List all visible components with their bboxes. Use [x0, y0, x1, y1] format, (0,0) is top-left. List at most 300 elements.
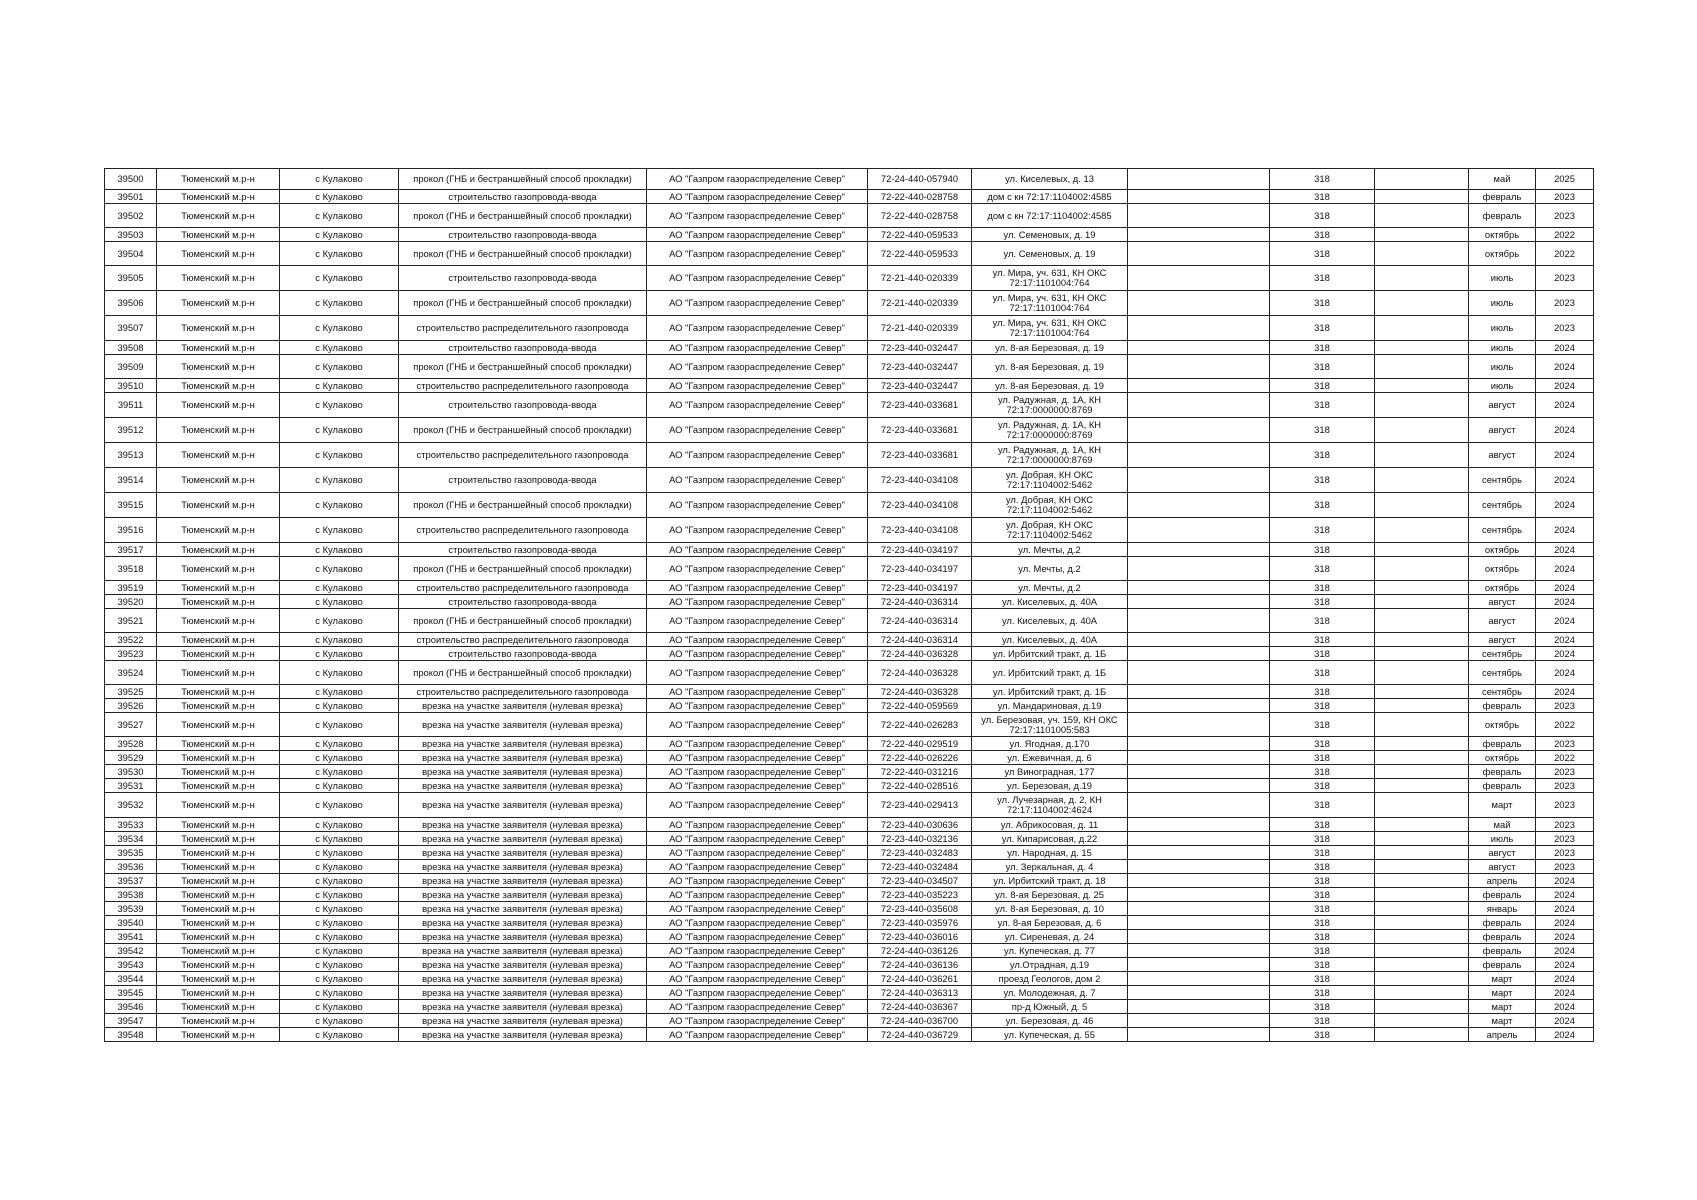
settlement-cell: с Кулаково	[280, 699, 399, 713]
table-row	[105, 685, 1594, 699]
organization-cell: АО "Газпром газораспределение Север"	[647, 190, 868, 204]
organization-cell: АО "Газпром газораспределение Север"	[647, 355, 868, 379]
year-cell: 2024	[1536, 595, 1594, 609]
address-cell: дом с кн 72:17:1104002:4585	[972, 204, 1128, 228]
year-cell: 2023	[1536, 765, 1594, 779]
organization-cell: АО "Газпром газораспределение Север"	[647, 793, 868, 818]
empty-cell	[1375, 228, 1469, 242]
address-cell: ул. Ягодная, д.170	[972, 737, 1128, 751]
application-code-cell: 72-24-440-036313	[868, 986, 972, 1000]
work-type-cell: врезка на участке заявителя (нулевая врезка)	[399, 1014, 647, 1028]
table-row	[105, 393, 1594, 418]
month-cell: февраль	[1469, 916, 1536, 930]
number-cell: 318	[1270, 765, 1375, 779]
region-cell: Тюменский м.р-н	[157, 930, 280, 944]
empty-cell	[1128, 818, 1270, 832]
table-row	[105, 468, 1594, 493]
application-code-cell: 72-22-440-031216	[868, 765, 972, 779]
table-row	[105, 765, 1594, 779]
region-cell: Тюменский м.р-н	[157, 266, 280, 291]
year-cell: 2024	[1536, 581, 1594, 595]
address-cell: ул. Мечты, д.2	[972, 543, 1128, 557]
settlement-cell: с Кулаково	[280, 958, 399, 972]
year-cell: 2024	[1536, 1000, 1594, 1014]
settlement-cell: с Кулаково	[280, 393, 399, 418]
work-type-cell: прокол (ГНБ и бестраншейный способ прокладки)	[399, 418, 647, 443]
address-cell: ул. Березовая, уч. 159, КН ОКС 72:17:1101005:583	[972, 713, 1128, 737]
settlement-cell: с Кулаково	[280, 204, 399, 228]
empty-cell	[1375, 793, 1469, 818]
work-type-cell: строительство распределительного газопровода	[399, 685, 647, 699]
organization-cell: АО "Газпром газораспределение Север"	[647, 930, 868, 944]
address-cell: ул. Киселевых, д. 40А	[972, 633, 1128, 647]
region-cell: Тюменский м.р-н	[157, 316, 280, 341]
table-row	[105, 860, 1594, 874]
year-cell: 2023	[1536, 204, 1594, 228]
number-cell: 318	[1270, 543, 1375, 557]
work-type-cell: врезка на участке заявителя (нулевая врезка)	[399, 860, 647, 874]
region-cell: Тюменский м.р-н	[157, 737, 280, 751]
table-row	[105, 633, 1594, 647]
empty-cell	[1128, 902, 1270, 916]
number-cell: 318	[1270, 647, 1375, 661]
year-cell: 2024	[1536, 916, 1594, 930]
work-type-cell: врезка на участке заявителя (нулевая врезка)	[399, 779, 647, 793]
empty-cell	[1128, 169, 1270, 190]
region-cell: Тюменский м.р-н	[157, 204, 280, 228]
region-cell: Тюменский м.р-н	[157, 595, 280, 609]
application-code-cell: 72-23-440-034197	[868, 557, 972, 581]
empty-cell	[1375, 699, 1469, 713]
work-type-cell: строительство распределительного газопровода	[399, 379, 647, 393]
month-cell: апрель	[1469, 874, 1536, 888]
empty-cell	[1128, 737, 1270, 751]
year-cell: 2022	[1536, 228, 1594, 242]
number-cell: 318	[1270, 793, 1375, 818]
address-cell: ул. Семеновых, д. 19	[972, 242, 1128, 266]
table-row	[105, 1028, 1594, 1042]
settlement-cell: с Кулаково	[280, 647, 399, 661]
application-code-cell: 72-23-440-032136	[868, 832, 972, 846]
work-type-cell: врезка на участке заявителя (нулевая врезка)	[399, 986, 647, 1000]
region-cell: Тюменский м.р-н	[157, 699, 280, 713]
region-cell: Тюменский м.р-н	[157, 379, 280, 393]
region-cell: Тюменский м.р-н	[157, 751, 280, 765]
application-code-cell: 72-24-440-036314	[868, 633, 972, 647]
empty-cell	[1375, 379, 1469, 393]
empty-cell	[1375, 355, 1469, 379]
region-cell: Тюменский м.р-н	[157, 647, 280, 661]
number-cell: 318	[1270, 493, 1375, 518]
table-row	[105, 944, 1594, 958]
empty-cell	[1375, 543, 1469, 557]
table-row	[105, 713, 1594, 737]
organization-cell: АО "Газпром газораспределение Север"	[647, 543, 868, 557]
table-row	[105, 242, 1594, 266]
month-cell: май	[1469, 169, 1536, 190]
number-cell: 318	[1270, 846, 1375, 860]
application-code-cell: 72-23-440-035976	[868, 916, 972, 930]
empty-cell	[1375, 832, 1469, 846]
table-row	[105, 902, 1594, 916]
number-cell: 318	[1270, 190, 1375, 204]
month-cell: август	[1469, 633, 1536, 647]
organization-cell: АО "Газпром газораспределение Север"	[647, 874, 868, 888]
table-row	[105, 737, 1594, 751]
row-number-cell: 39502	[105, 204, 157, 228]
organization-cell: АО "Газпром газораспределение Север"	[647, 468, 868, 493]
address-cell: ул. Молодежная, д. 7	[972, 986, 1128, 1000]
empty-cell	[1128, 713, 1270, 737]
empty-cell	[1128, 685, 1270, 699]
empty-cell	[1128, 888, 1270, 902]
address-cell: ул. Купеческая, д. 55	[972, 1028, 1128, 1042]
row-number-cell: 39531	[105, 779, 157, 793]
empty-cell	[1375, 595, 1469, 609]
empty-cell	[1128, 661, 1270, 685]
row-number-cell: 39521	[105, 609, 157, 633]
row-number-cell: 39517	[105, 543, 157, 557]
application-code-cell: 72-23-440-032447	[868, 379, 972, 393]
address-cell: ул. 8-ая Березовая, д. 6	[972, 916, 1128, 930]
application-code-cell: 72-22-440-028758	[868, 190, 972, 204]
row-number-cell: 39527	[105, 713, 157, 737]
year-cell: 2024	[1536, 685, 1594, 699]
application-code-cell: 72-23-440-032447	[868, 355, 972, 379]
row-number-cell: 39503	[105, 228, 157, 242]
month-cell: февраль	[1469, 204, 1536, 228]
table-row	[105, 355, 1594, 379]
table-row	[105, 874, 1594, 888]
month-cell: август	[1469, 443, 1536, 468]
row-number-cell: 39536	[105, 860, 157, 874]
work-type-cell: строительство газопровода-ввода	[399, 647, 647, 661]
number-cell: 318	[1270, 916, 1375, 930]
row-number-cell: 39532	[105, 793, 157, 818]
address-cell: ул. Мира, уч. 631, КН ОКС 72:17:1101004:764	[972, 316, 1128, 341]
work-type-cell: строительство распределительного газопровода	[399, 443, 647, 468]
organization-cell: АО "Газпром газораспределение Север"	[647, 609, 868, 633]
organization-cell: АО "Газпром газораспределение Север"	[647, 846, 868, 860]
year-cell: 2024	[1536, 986, 1594, 1000]
application-code-cell: 72-24-440-036328	[868, 661, 972, 685]
address-cell: ул. 8-ая Березовая, д. 25	[972, 888, 1128, 902]
organization-cell: АО "Газпром газораспределение Север"	[647, 647, 868, 661]
number-cell: 318	[1270, 557, 1375, 581]
work-type-cell: врезка на участке заявителя (нулевая врезка)	[399, 972, 647, 986]
month-cell: июль	[1469, 379, 1536, 393]
empty-cell	[1375, 713, 1469, 737]
month-cell: октябрь	[1469, 751, 1536, 765]
number-cell: 318	[1270, 633, 1375, 647]
empty-cell	[1128, 291, 1270, 316]
work-type-cell: прокол (ГНБ и бестраншейный способ прокладки)	[399, 557, 647, 581]
empty-cell	[1375, 737, 1469, 751]
number-cell: 318	[1270, 860, 1375, 874]
work-schedule-table	[104, 168, 1594, 1042]
table-row	[105, 1000, 1594, 1014]
number-cell: 318	[1270, 595, 1375, 609]
settlement-cell: с Кулаково	[280, 661, 399, 685]
year-cell: 2024	[1536, 958, 1594, 972]
number-cell: 318	[1270, 228, 1375, 242]
empty-cell	[1375, 846, 1469, 860]
address-cell: ул. Мандариновая, д.19	[972, 699, 1128, 713]
empty-cell	[1375, 751, 1469, 765]
application-code-cell: 72-23-440-032483	[868, 846, 972, 860]
empty-cell	[1128, 793, 1270, 818]
year-cell: 2024	[1536, 609, 1594, 633]
region-cell: Тюменский м.р-н	[157, 860, 280, 874]
address-cell: ул. 8-ая Березовая, д. 19	[972, 341, 1128, 355]
number-cell: 318	[1270, 751, 1375, 765]
application-code-cell: 72-21-440-020339	[868, 266, 972, 291]
organization-cell: АО "Газпром газораспределение Север"	[647, 860, 868, 874]
address-cell: ул. Сиреневая, д. 24	[972, 930, 1128, 944]
settlement-cell: с Кулаково	[280, 418, 399, 443]
row-number-cell: 39504	[105, 242, 157, 266]
address-cell: ул. Ежевичная, д. 6	[972, 751, 1128, 765]
empty-cell	[1128, 1014, 1270, 1028]
month-cell: октябрь	[1469, 557, 1536, 581]
number-cell: 318	[1270, 341, 1375, 355]
work-type-cell: строительство распределительного газопровода	[399, 518, 647, 543]
month-cell: февраль	[1469, 190, 1536, 204]
number-cell: 318	[1270, 972, 1375, 986]
number-cell: 318	[1270, 609, 1375, 633]
address-cell: ул. Радужная, д. 1А, КН 72:17:0000000:8769	[972, 443, 1128, 468]
month-cell: февраль	[1469, 930, 1536, 944]
table-row	[105, 958, 1594, 972]
row-number-cell: 39548	[105, 1028, 157, 1042]
address-cell: ул. Народная, д. 15	[972, 846, 1128, 860]
region-cell: Тюменский м.р-н	[157, 888, 280, 902]
settlement-cell: с Кулаково	[280, 557, 399, 581]
row-number-cell: 39543	[105, 958, 157, 972]
empty-cell	[1375, 169, 1469, 190]
application-code-cell: 72-22-440-029519	[868, 737, 972, 751]
work-type-cell: прокол (ГНБ и бестраншейный способ прокладки)	[399, 204, 647, 228]
address-cell: ул. Мечты, д.2	[972, 557, 1128, 581]
address-cell: ул. Ирбитский тракт, д. 1Б	[972, 647, 1128, 661]
address-cell: ул. Ирбитский тракт, д. 18	[972, 874, 1128, 888]
empty-cell	[1375, 468, 1469, 493]
empty-cell	[1128, 204, 1270, 228]
settlement-cell: с Кулаково	[280, 832, 399, 846]
organization-cell: АО "Газпром газораспределение Север"	[647, 765, 868, 779]
region-cell: Тюменский м.р-н	[157, 543, 280, 557]
year-cell: 2024	[1536, 468, 1594, 493]
number-cell: 318	[1270, 888, 1375, 902]
month-cell: август	[1469, 393, 1536, 418]
region-cell: Тюменский м.р-н	[157, 169, 280, 190]
settlement-cell: с Кулаково	[280, 751, 399, 765]
region-cell: Тюменский м.р-н	[157, 916, 280, 930]
empty-cell	[1128, 355, 1270, 379]
organization-cell: АО "Газпром газораспределение Север"	[647, 902, 868, 916]
settlement-cell: с Кулаково	[280, 291, 399, 316]
address-cell: ул. Абрикосовая, д. 11	[972, 818, 1128, 832]
organization-cell: АО "Газпром газораспределение Север"	[647, 341, 868, 355]
work-type-cell: врезка на участке заявителя (нулевая врезка)	[399, 888, 647, 902]
organization-cell: АО "Газпром газораспределение Север"	[647, 818, 868, 832]
address-cell: ул. Добрая, КН ОКС 72:17:1104002:5462	[972, 493, 1128, 518]
empty-cell	[1375, 291, 1469, 316]
empty-cell	[1375, 685, 1469, 699]
organization-cell: АО "Газпром газораспределение Север"	[647, 699, 868, 713]
table-row	[105, 751, 1594, 765]
organization-cell: АО "Газпром газораспределение Север"	[647, 379, 868, 393]
region-cell: Тюменский м.р-н	[157, 581, 280, 595]
number-cell: 318	[1270, 204, 1375, 228]
region-cell: Тюменский м.р-н	[157, 1000, 280, 1014]
number-cell: 318	[1270, 818, 1375, 832]
application-code-cell: 72-23-440-034108	[868, 493, 972, 518]
year-cell: 2023	[1536, 846, 1594, 860]
table-row	[105, 986, 1594, 1000]
empty-cell	[1375, 986, 1469, 1000]
year-cell: 2023	[1536, 190, 1594, 204]
application-code-cell: 72-22-440-059533	[868, 228, 972, 242]
application-code-cell: 72-23-440-030636	[868, 818, 972, 832]
work-type-cell: прокол (ГНБ и бестраншейный способ прокладки)	[399, 169, 647, 190]
month-cell: май	[1469, 818, 1536, 832]
settlement-cell: с Кулаково	[280, 860, 399, 874]
month-cell: январь	[1469, 902, 1536, 916]
region-cell: Тюменский м.р-н	[157, 418, 280, 443]
organization-cell: АО "Газпром газораспределение Север"	[647, 633, 868, 647]
application-code-cell: 72-23-440-032447	[868, 341, 972, 355]
settlement-cell: с Кулаково	[280, 609, 399, 633]
work-type-cell: строительство газопровода-ввода	[399, 341, 647, 355]
empty-cell	[1375, 443, 1469, 468]
row-number-cell: 39525	[105, 685, 157, 699]
settlement-cell: с Кулаково	[280, 1028, 399, 1042]
year-cell: 2024	[1536, 1028, 1594, 1042]
year-cell: 2024	[1536, 972, 1594, 986]
month-cell: февраль	[1469, 958, 1536, 972]
organization-cell: АО "Газпром газораспределение Север"	[647, 888, 868, 902]
year-cell: 2024	[1536, 647, 1594, 661]
address-cell: ул. Киселевых, д. 40А	[972, 609, 1128, 633]
work-type-cell: врезка на участке заявителя (нулевая врезка)	[399, 1028, 647, 1042]
settlement-cell: с Кулаково	[280, 1014, 399, 1028]
empty-cell	[1128, 916, 1270, 930]
row-number-cell: 39508	[105, 341, 157, 355]
empty-cell	[1375, 661, 1469, 685]
year-cell: 2024	[1536, 944, 1594, 958]
application-code-cell: 72-23-440-033681	[868, 418, 972, 443]
application-code-cell: 72-23-440-032484	[868, 860, 972, 874]
empty-cell	[1128, 581, 1270, 595]
number-cell: 318	[1270, 518, 1375, 543]
address-cell: ул. Березовая, д. 46	[972, 1014, 1128, 1028]
application-code-cell: 72-24-440-057940	[868, 169, 972, 190]
settlement-cell: с Кулаково	[280, 930, 399, 944]
application-code-cell: 72-21-440-020339	[868, 316, 972, 341]
region-cell: Тюменский м.р-н	[157, 468, 280, 493]
empty-cell	[1375, 341, 1469, 355]
month-cell: июль	[1469, 341, 1536, 355]
settlement-cell: с Кулаково	[280, 443, 399, 468]
row-number-cell: 39530	[105, 765, 157, 779]
work-type-cell: врезка на участке заявителя (нулевая врезка)	[399, 916, 647, 930]
address-cell: пр-д Южный, д. 5	[972, 1000, 1128, 1014]
region-cell: Тюменский м.р-н	[157, 972, 280, 986]
work-type-cell: строительство газопровода-ввода	[399, 190, 647, 204]
empty-cell	[1128, 228, 1270, 242]
application-code-cell: 72-22-440-026283	[868, 713, 972, 737]
address-cell: ул. Купеческая, д. 77	[972, 944, 1128, 958]
application-code-cell: 72-23-440-035608	[868, 902, 972, 916]
work-type-cell: врезка на участке заявителя (нулевая врезка)	[399, 958, 647, 972]
year-cell: 2024	[1536, 443, 1594, 468]
year-cell: 2023	[1536, 832, 1594, 846]
month-cell: февраль	[1469, 765, 1536, 779]
number-cell: 318	[1270, 393, 1375, 418]
year-cell: 2023	[1536, 793, 1594, 818]
settlement-cell: с Кулаково	[280, 874, 399, 888]
year-cell: 2022	[1536, 242, 1594, 266]
number-cell: 318	[1270, 944, 1375, 958]
application-code-cell: 72-22-440-059569	[868, 699, 972, 713]
row-number-cell: 39534	[105, 832, 157, 846]
application-code-cell: 72-23-440-034108	[868, 468, 972, 493]
empty-cell	[1375, 204, 1469, 228]
region-cell: Тюменский м.р-н	[157, 190, 280, 204]
number-cell: 318	[1270, 266, 1375, 291]
application-code-cell: 72-21-440-020339	[868, 291, 972, 316]
region-cell: Тюменский м.р-н	[157, 874, 280, 888]
empty-cell	[1128, 930, 1270, 944]
region-cell: Тюменский м.р-н	[157, 685, 280, 699]
empty-cell	[1128, 1000, 1270, 1014]
year-cell: 2023	[1536, 779, 1594, 793]
work-type-cell: строительство газопровода-ввода	[399, 228, 647, 242]
empty-cell	[1375, 765, 1469, 779]
month-cell: сентябрь	[1469, 647, 1536, 661]
table-row	[105, 832, 1594, 846]
empty-cell	[1375, 874, 1469, 888]
year-cell: 2024	[1536, 393, 1594, 418]
address-cell: ул Виноградная, 177	[972, 765, 1128, 779]
row-number-cell: 39520	[105, 595, 157, 609]
application-code-cell: 72-23-440-033681	[868, 443, 972, 468]
table-row	[105, 581, 1594, 595]
number-cell: 318	[1270, 242, 1375, 266]
number-cell: 318	[1270, 685, 1375, 699]
year-cell: 2024	[1536, 930, 1594, 944]
organization-cell: АО "Газпром газораспределение Север"	[647, 944, 868, 958]
table-row	[105, 379, 1594, 393]
work-type-cell: прокол (ГНБ и бестраншейный способ прокладки)	[399, 493, 647, 518]
work-type-cell: врезка на участке заявителя (нулевая врезка)	[399, 874, 647, 888]
address-cell: ул. 8-ая Березовая, д. 10	[972, 902, 1128, 916]
settlement-cell: с Кулаково	[280, 633, 399, 647]
empty-cell	[1128, 418, 1270, 443]
application-code-cell: 72-24-440-036729	[868, 1028, 972, 1042]
empty-cell	[1128, 443, 1270, 468]
work-type-cell: врезка на участке заявителя (нулевая врезка)	[399, 846, 647, 860]
address-cell: ул. 8-ая Березовая, д. 19	[972, 355, 1128, 379]
year-cell: 2023	[1536, 291, 1594, 316]
empty-cell	[1128, 242, 1270, 266]
application-code-cell: 72-24-440-036700	[868, 1014, 972, 1028]
region-cell: Тюменский м.р-н	[157, 944, 280, 958]
region-cell: Тюменский м.р-н	[157, 902, 280, 916]
row-number-cell: 39513	[105, 443, 157, 468]
year-cell: 2025	[1536, 169, 1594, 190]
